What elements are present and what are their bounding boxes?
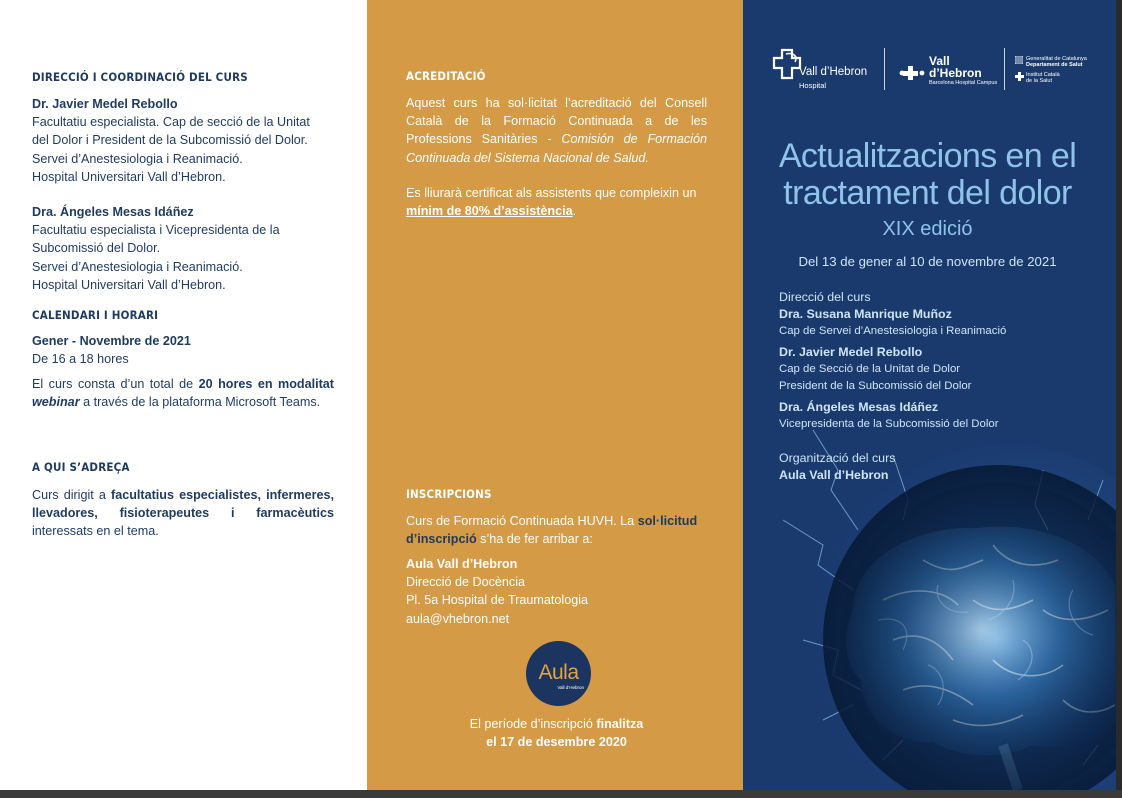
calendari-section: [32, 308, 334, 322]
calendari-desc: [32, 375, 334, 411]
course-title-line2: tractament del dolor: [783, 174, 1072, 212]
inscripcions-section: [406, 487, 707, 501]
acreditacio-bold: mínim de 80% d’assistència: [406, 204, 573, 219]
org-label: Organització del curs: [779, 451, 896, 465]
direccio-heading: DIRECCIÓ I COORDINACIÓ DEL CURS: [32, 70, 248, 84]
director-name: Dra. Susana Manrique Muñoz: [779, 307, 952, 321]
ics-line2: de la Salut: [1026, 78, 1052, 84]
period-bold: finalitza: [596, 717, 644, 731]
adreca-heading: A QUI S’ADREÇA: [32, 460, 130, 474]
direccio-section: [32, 70, 334, 84]
campus-logo-name1: Vall: [929, 54, 950, 68]
gencat-line2: Departament de Salut: [1026, 62, 1083, 68]
desc-bold: 20 hores en modalitat: [198, 377, 334, 391]
campus-dots-icon: [898, 63, 926, 83]
person1-line: del Dolor i President de la Subcomissió del Dolor.: [32, 133, 308, 148]
logo-divider: [1004, 48, 1005, 90]
address-name: Aula Vall d’Hebron: [406, 557, 518, 571]
person1-name: Dr. Javier Medel Rebollo: [32, 97, 178, 111]
directors-block: [779, 289, 1109, 484]
person1-line: Servei d’Anestesiologia i Reanimació.: [32, 151, 243, 166]
desc-text: a través de la plataforma Microsoft Teams.: [79, 395, 321, 410]
person2-line: Servei d’Anestesiologia i Reanimació.: [32, 259, 243, 274]
inscripcions-address: [406, 555, 707, 628]
hospital-logo-sub: Hospital: [799, 81, 827, 90]
acreditacio-p2: [406, 184, 707, 220]
person2-line: Facultatiu especialista i Vicepresidenta de la: [32, 223, 280, 238]
person2-line: Subcomissió del Dolor.: [32, 241, 161, 256]
inscripcions-text: s’ha de fer arribar a:: [476, 532, 593, 547]
period-text: El període d’inscripció: [469, 717, 597, 731]
acreditacio-text: Aquest curs ha sol·licitat l’acreditació del Consell Català de la Formació Continuada a de les Professions Sanitàries -: [406, 96, 707, 147]
person1-line: Hospital Universitari Vall d’Hebron.: [32, 169, 226, 184]
director-role: President de la Subcomissió del Dolor: [779, 380, 972, 392]
aula-logo: [526, 641, 591, 706]
gencat-line1: Generalitat de Catalunya: [1026, 56, 1087, 62]
right-edge: [1116, 0, 1122, 798]
inscripcions-p: [406, 512, 707, 548]
period-date: el 17 de desembre 2020: [486, 735, 627, 750]
org-name: Aula Vall d’Hebron: [779, 468, 889, 482]
address-line: Pl. 5a Hospital de Traumatologia: [406, 593, 589, 608]
acreditacio-italic: Comisión de Formación Continuada del Sistema Nacional de Salud.: [406, 132, 707, 165]
person1-line: Facultatiu especialista. Cap de secció de la Unitat: [32, 115, 310, 130]
aula-logo-sub: Vall d’Hebron: [557, 685, 584, 690]
acreditacio-text: .: [572, 204, 577, 219]
gencat-icon: [1015, 56, 1023, 64]
hospital-logo-name: Vall d’Hebron: [799, 66, 868, 78]
ics-line1: Institut Català: [1026, 72, 1060, 78]
calendari-hours: De 16 a 18 hores: [32, 352, 129, 367]
calendari-dates: Gener - Novembre de 2021: [32, 334, 191, 348]
desc-italic: webinar: [32, 395, 80, 410]
desc-text: El curs consta d’un total de: [32, 377, 199, 391]
adreca-text: Curs dirigit a: [32, 488, 111, 502]
adreca-text: interessats en el tema.: [32, 524, 159, 539]
adreca-section: [32, 460, 334, 474]
director-role: Cap de Servei d’Anestesiologia i Reanimació: [779, 325, 1007, 337]
inscripcions-heading: INSCRIPCIONS: [406, 487, 492, 501]
director-name: Dr. Javier Medel Rebollo: [779, 345, 923, 359]
person2-name: Dra. Ángeles Mesas Idáñez: [32, 205, 194, 219]
acreditacio-text: Es lliurarà certificat als assistents que compleixin un: [406, 186, 697, 200]
campus-logo-name2: d’Hebron: [929, 66, 982, 80]
acreditacio-p1: [406, 94, 707, 167]
director-role: Vicepresidenta de la Subcomissió del Dolor: [779, 418, 999, 430]
bottom-edge: [0, 790, 1122, 798]
adreca-bold: facultatius especialistes, infermeres, llevadores, fisioterapeutes i farmacèutics: [32, 488, 335, 521]
course-title-line1: Actualitzacions en el: [778, 137, 1077, 175]
course-edition: XIX edició: [882, 218, 973, 240]
calendari-heading: CALENDARI I HORARI: [32, 308, 159, 322]
inscripcions-bold: sol·licitud d’inscripció: [406, 514, 698, 547]
person2-line: Hospital Universitari Vall d’Hebron.: [32, 277, 226, 292]
address-line: Direcció de Docència: [406, 575, 525, 590]
address-line: aula@vhebron.net: [406, 611, 510, 626]
aula-logo-word: Aula: [538, 661, 579, 684]
period-notice: [406, 715, 707, 751]
direccio-label: Direcció del curs: [779, 290, 871, 304]
campus-logo-sub: Barcelona Hospital Campus: [929, 80, 998, 86]
director-role: Cap de Secció de la Unitat de Dolor: [779, 363, 961, 375]
ics-cross-icon: [1015, 72, 1024, 81]
inscripcions-text: Curs de Formació Continuada HUVH. La: [406, 514, 638, 528]
logo-divider: [884, 48, 885, 90]
course-dates: Del 13 de gener al 10 de novembre de 2021: [798, 254, 1057, 269]
person1-block: [32, 95, 334, 186]
director-name: Dra. Ángeles Mesas Idáñez: [779, 400, 939, 414]
person2-block: [32, 203, 334, 294]
calendari-block: [32, 332, 334, 368]
adreca-desc: [32, 486, 334, 541]
acreditacio-section: [406, 69, 707, 83]
acreditacio-heading: ACREDITACIÓ: [406, 69, 486, 83]
